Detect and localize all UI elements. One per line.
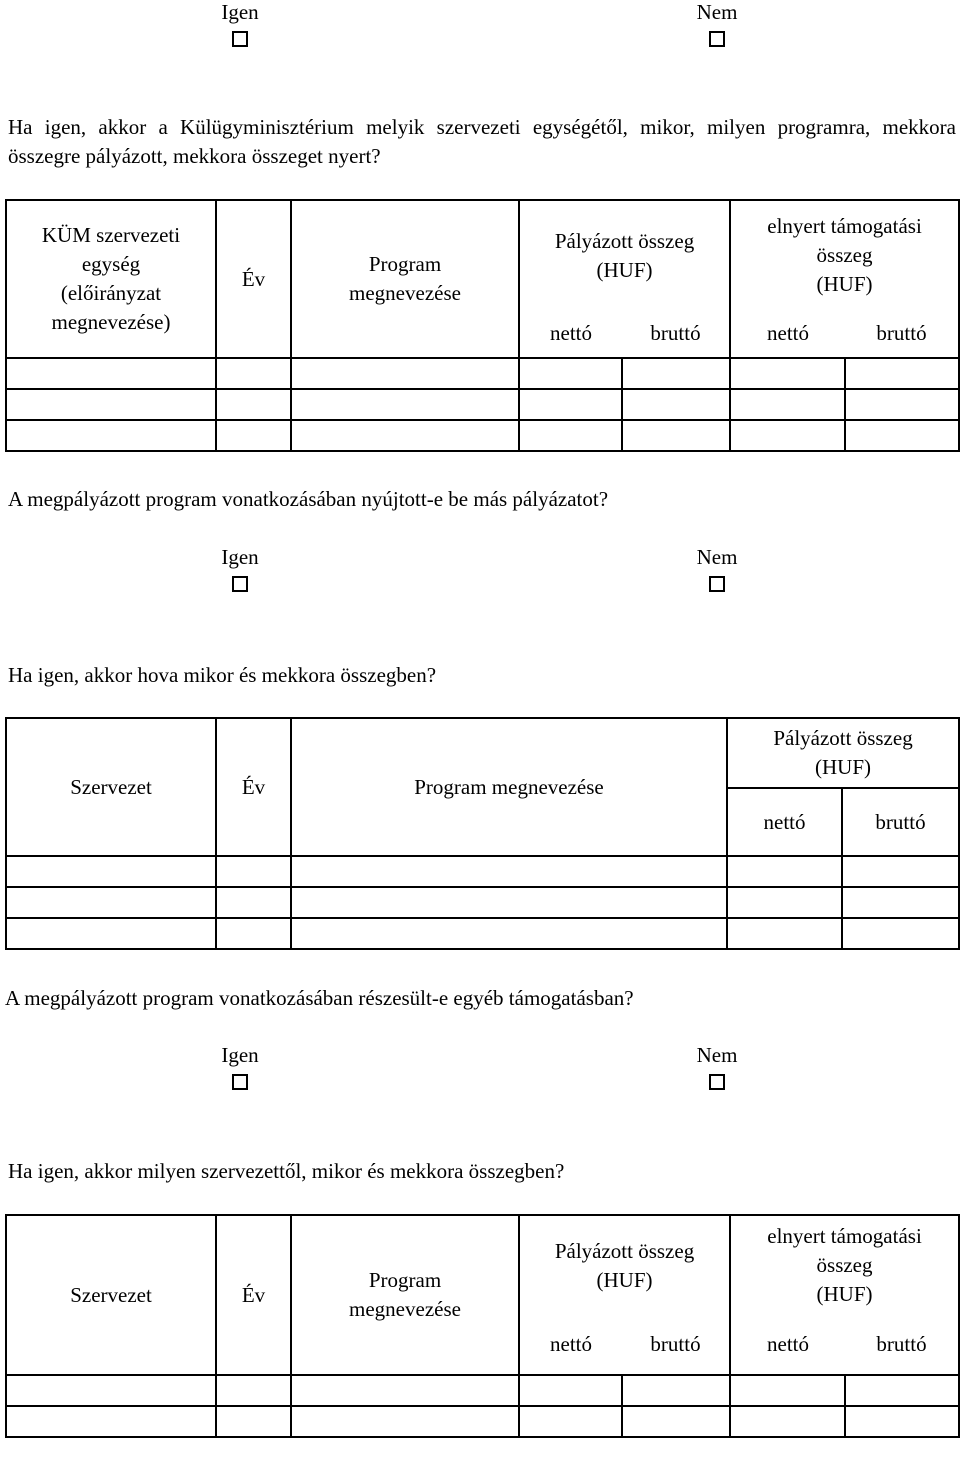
header-won-amount: elnyert támogatási összeg (HUF) [730, 1215, 959, 1315]
igen-checkbox-2[interactable] [232, 576, 248, 592]
header-program: Program megnevezése [291, 1215, 519, 1375]
header-year: Év [216, 1215, 291, 1375]
header-applied-netto: nettó [727, 788, 842, 856]
table-row [6, 1406, 959, 1437]
table-3 [5, 1214, 960, 1438]
nem-label: Nem [696, 0, 738, 24]
header-applied-netto: nettó [519, 1315, 622, 1375]
table-2 [5, 717, 960, 950]
nem-label: Nem [696, 1043, 738, 1067]
header-applied-amount: Pályázott összeg (HUF) [727, 718, 959, 788]
header-kum-unit: KÜM szervezeti egység (előirányzat megnevezése) [6, 200, 216, 358]
table-row [6, 358, 959, 389]
table-row [6, 1375, 959, 1406]
header-applied-netto: nettó [519, 310, 622, 358]
header-won-netto: nettó [730, 310, 845, 358]
header-program: Program megnevezése [291, 718, 727, 856]
header-organization: Szervezet [6, 1215, 216, 1375]
header-program: Program megnevezése [291, 200, 519, 358]
question-3: A megpályázott program vonatkozásában részesült-e egyéb támogatásban? [5, 986, 634, 1010]
igen-checkbox-1[interactable] [232, 31, 248, 47]
nem-checkbox-1[interactable] [709, 31, 725, 47]
header-applied-amount: Pályázott összeg (HUF) [519, 1215, 730, 1315]
table-row [6, 887, 959, 918]
question-2: A megpályázott program vonatkozásában nyújtott-e be más pályázatot? [8, 487, 609, 511]
table-row [6, 389, 959, 420]
table-row [6, 420, 959, 451]
igen-label: Igen [221, 0, 259, 24]
nem-checkbox-3[interactable] [709, 1074, 725, 1090]
igen-checkbox-3[interactable] [232, 1074, 248, 1090]
header-year: Év [216, 200, 291, 358]
question-1: Ha igen, akkor a Külügyminisztérium melyik szervezeti egységétől, mikor, milyen programra, mekkora összegre pályázott, mekkora összeget nyert? [8, 115, 956, 168]
header-won-brutto: bruttó [845, 1315, 959, 1375]
nem-label: Nem [696, 545, 738, 569]
table-1 [5, 199, 960, 452]
header-organization: Szervezet [6, 718, 216, 856]
header-applied-brutto: bruttó [842, 788, 959, 856]
table-row [6, 856, 959, 887]
question-2-followup: Ha igen, akkor hova mikor és mekkora összegben? [8, 663, 437, 687]
header-won-brutto: bruttó [845, 310, 959, 358]
header-won-netto: nettó [730, 1315, 845, 1375]
header-applied-brutto: bruttó [622, 310, 730, 358]
header-applied-amount: Pályázott összeg (HUF) [519, 200, 730, 310]
header-year: Év [216, 718, 291, 856]
table-row [6, 918, 959, 949]
header-applied-brutto: bruttó [622, 1315, 730, 1375]
igen-label: Igen [221, 1043, 259, 1067]
question-3-followup: Ha igen, akkor milyen szervezettől, mikor és mekkora összegben? [8, 1159, 565, 1183]
header-won-amount: elnyert támogatási összeg (HUF) [730, 200, 959, 310]
nem-checkbox-2[interactable] [709, 576, 725, 592]
igen-label: Igen [221, 545, 259, 569]
